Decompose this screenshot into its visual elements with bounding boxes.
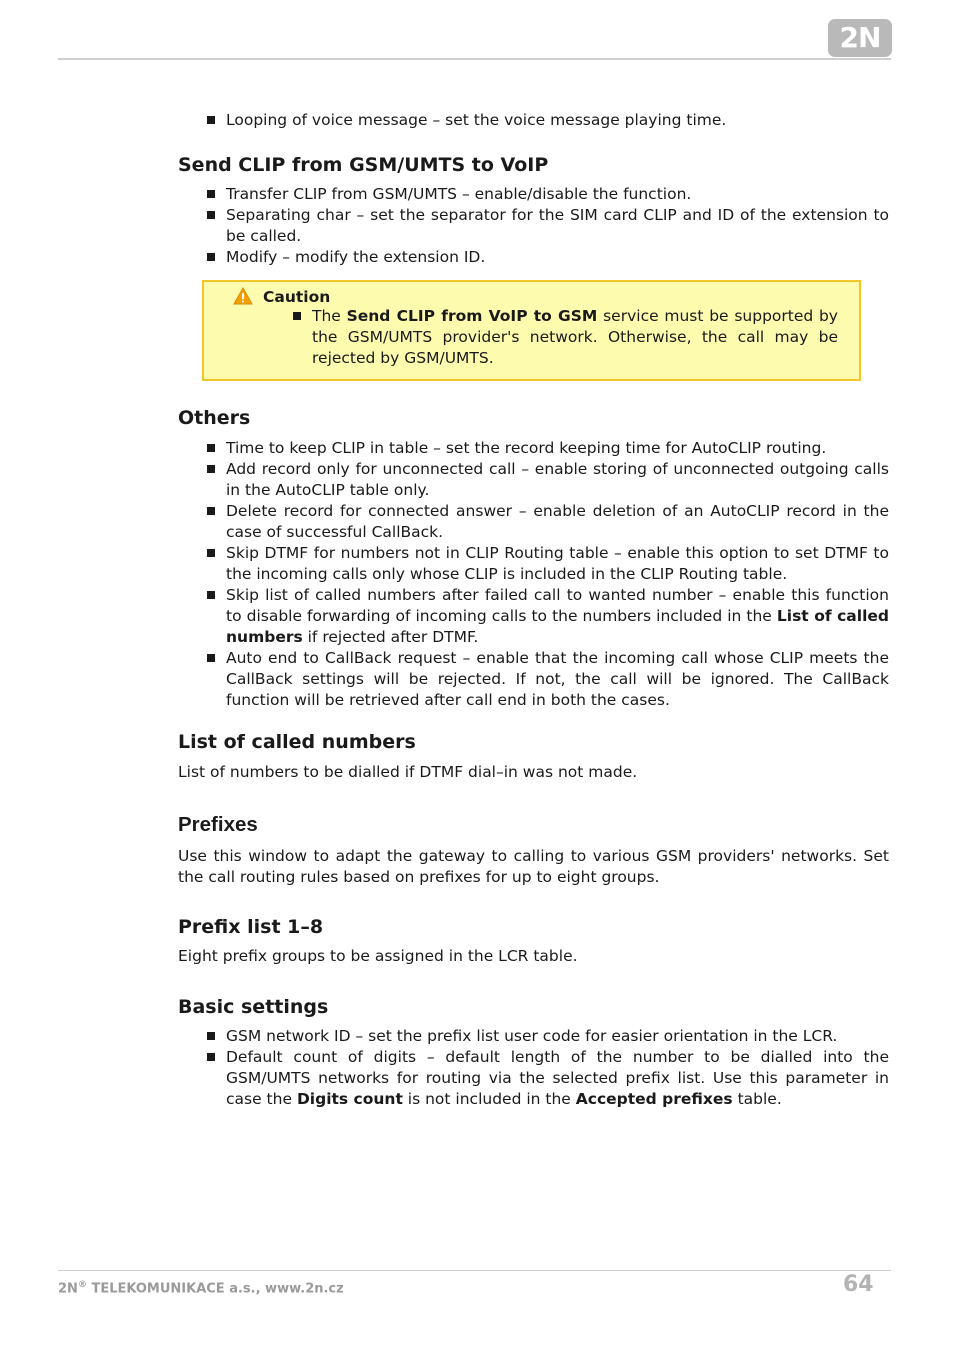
list-item: Auto end to CallBack request – enable that the incoming call whose CLIP meets the CallBack settings will be rejected. If not, the call will be ignored. The CallBack function will be retrieved after call end in both the cases.	[178, 648, 889, 711]
header-divider	[58, 58, 891, 60]
list-item: Delete record for connected answer – enable deletion of an AutoCLIP record in the case of successful CallBack.	[178, 501, 889, 543]
service-name: Send CLIP from VoIP to GSM	[346, 307, 598, 325]
top-bullet-list	[178, 110, 889, 131]
caution-box	[202, 280, 861, 381]
section-heading-basic-settings: Basic settings	[178, 996, 329, 1018]
send-clip-list	[178, 184, 889, 268]
list-item: Separating char – set the separator for the SIM card CLIP and ID of the extension to be called.	[178, 205, 889, 247]
caution-title: Caution	[263, 288, 331, 306]
list-item: Skip DTMF for numbers not in CLIP Routing table – enable this option to set DTMF to the incoming calls only whose CLIP is included in the CLIP Routing table.	[178, 543, 889, 585]
bold-term: List of called numbers	[226, 607, 889, 646]
paragraph-prefixes: Use this window to adapt the gateway to calling to various GSM providers' networks. Set the call routing rules based on prefixes for up to eight groups.	[178, 847, 889, 886]
list-item: Time to keep CLIP in table – set the record keeping time for AutoCLIP routing.	[178, 438, 889, 459]
company-logo: 2N	[828, 19, 892, 57]
list-item: GSM network ID – set the prefix list user code for easier orientation in the LCR.	[178, 1026, 889, 1047]
footer-company: 2N® TELEKOMUNIKACE a.s., www.2n.cz	[58, 1280, 344, 1297]
others-list	[178, 438, 889, 711]
paragraph-called-numbers: List of numbers to be dialled if DTMF dial–in was not made.	[178, 763, 638, 781]
caution-item: The Send CLIP from VoIP to GSM service must be supported by the GSM/UMTS provider's network. Otherwise, the call may be rejected by GSM/UMTS.	[242, 306, 838, 369]
section-heading-prefixes: Prefixes	[178, 813, 258, 836]
warning-triangle-icon	[233, 287, 253, 305]
basic-settings-list	[178, 1026, 889, 1110]
list-item: Transfer CLIP from GSM/UMTS – enable/disable the function.	[178, 184, 889, 205]
section-heading-send-clip: Send CLIP from GSM/UMTS to VoIP	[178, 154, 549, 176]
caution-list	[242, 306, 838, 369]
footer-divider	[58, 1270, 891, 1271]
list-item: Looping of voice message – set the voice message playing time.	[178, 110, 889, 131]
list-item: Add record only for unconnected call – enable storing of unconnected outgoing calls in the AutoCLIP table only.	[178, 459, 889, 501]
page-number: 64	[843, 1272, 874, 1297]
list-item: Skip list of called numbers after failed call to wanted number – enable this function to disable forwarding of incoming calls to the numbers included in the List of called numbers if rejected after DTMF.	[178, 585, 889, 648]
section-heading-called-numbers: List of called numbers	[178, 731, 416, 753]
section-heading-others: Others	[178, 407, 251, 429]
list-item: Default count of digits – default length of the number to be dialled into the GSM/UMTS networks for routing via the selected prefix list. Use this parameter in case the Digits count is not included in the Accepted prefixes table.	[178, 1047, 889, 1110]
section-heading-prefix-list: Prefix list 1–8	[178, 916, 324, 938]
list-item: Modify – modify the extension ID.	[178, 247, 889, 268]
bold-term: Accepted prefixes	[575, 1090, 733, 1108]
bold-term: Digits count	[296, 1090, 403, 1108]
paragraph-prefix-list: Eight prefix groups to be assigned in the LCR table.	[178, 947, 578, 965]
